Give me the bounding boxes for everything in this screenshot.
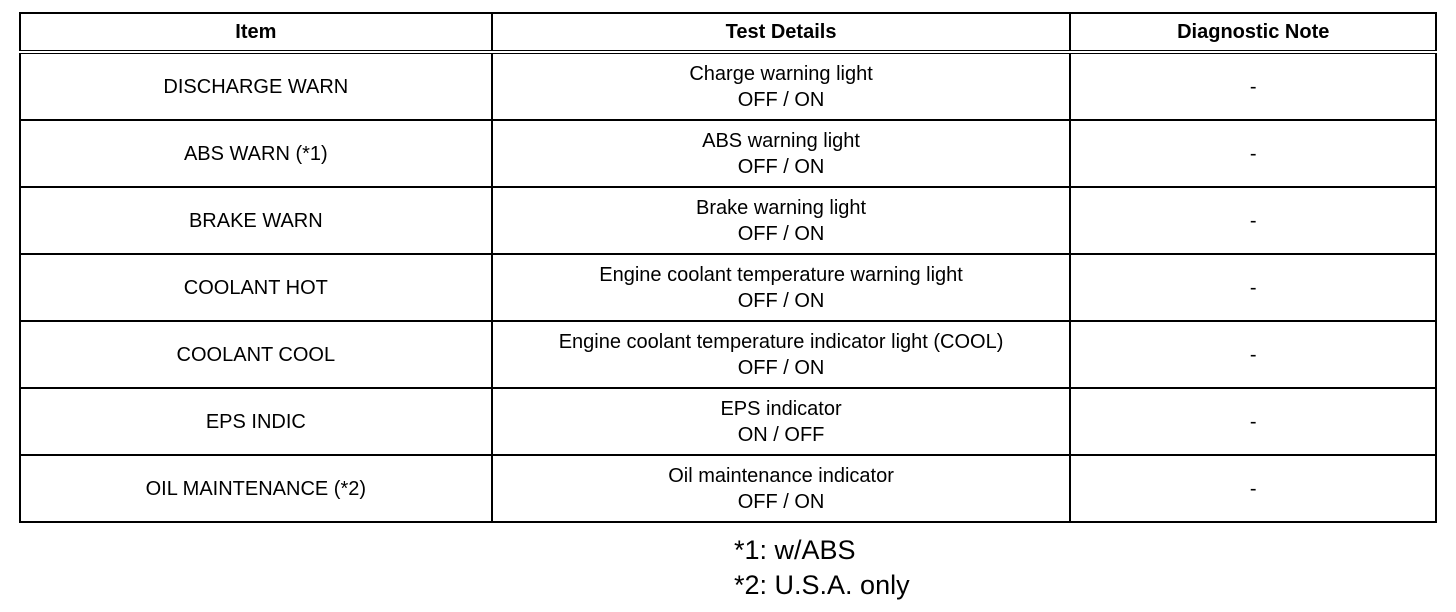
item-cell: DISCHARGE WARN	[20, 52, 492, 120]
table-header-row	[20, 13, 1436, 52]
test-detail-text: Charge warning light	[689, 62, 873, 85]
test-details-cell	[492, 52, 1071, 120]
table-row	[20, 120, 1436, 187]
item-cell: COOLANT HOT	[20, 254, 492, 321]
test-state-text: ON / OFF	[737, 423, 825, 446]
test-details-cell	[492, 388, 1071, 455]
test-detail-text: ABS warning light	[702, 129, 860, 152]
test-details-cell	[492, 321, 1071, 388]
footnote-abs: *1: w/ABS	[734, 535, 856, 565]
table-row	[20, 321, 1436, 388]
table-row	[20, 455, 1436, 522]
footnotes	[734, 533, 910, 603]
item-cell: COOLANT COOL	[20, 321, 492, 388]
table-row	[20, 52, 1436, 120]
item-cell: EPS INDIC	[20, 388, 492, 455]
diagnostic-note-cell: -	[1070, 321, 1436, 388]
header-diagnostic-note: Diagnostic Note	[1070, 13, 1436, 52]
footnote-usa: *2: U.S.A. only	[734, 570, 910, 600]
test-details-cell	[492, 120, 1071, 187]
test-details-cell	[492, 455, 1071, 522]
table-row	[20, 254, 1436, 321]
test-details-cell	[492, 187, 1071, 254]
test-state-text: OFF / ON	[737, 222, 825, 245]
diagnostic-note-cell: -	[1070, 455, 1436, 522]
diagnostic-note-cell: -	[1070, 187, 1436, 254]
item-cell: BRAKE WARN	[20, 187, 492, 254]
diagnostic-note-cell: -	[1070, 388, 1436, 455]
test-detail-text: Brake warning light	[696, 196, 867, 219]
test-state-text: OFF / ON	[737, 155, 825, 178]
table-row	[20, 187, 1436, 254]
test-detail-text: Engine coolant temperature warning light	[599, 263, 963, 286]
test-details-cell	[492, 254, 1071, 321]
diagnostic-note-cell: -	[1070, 52, 1436, 120]
table-row	[20, 388, 1436, 455]
diagnostic-note-cell: -	[1070, 120, 1436, 187]
active-test-table	[19, 12, 1437, 523]
header-test-details: Test Details	[492, 13, 1071, 52]
test-state-text: OFF / ON	[737, 88, 825, 111]
test-state-text: OFF / ON	[737, 289, 825, 312]
test-state-text: OFF / ON	[737, 356, 825, 379]
item-cell: OIL MAINTENANCE (*2)	[20, 455, 492, 522]
diagnostic-note-cell: -	[1070, 254, 1436, 321]
item-cell: ABS WARN (*1)	[20, 120, 492, 187]
test-detail-text: EPS indicator	[720, 397, 842, 420]
test-state-text: OFF / ON	[737, 490, 825, 513]
header-item: Item	[20, 13, 492, 52]
test-detail-text: Engine coolant temperature indicator light (COOL)	[558, 330, 1004, 353]
test-detail-text: Oil maintenance indicator	[668, 464, 894, 487]
